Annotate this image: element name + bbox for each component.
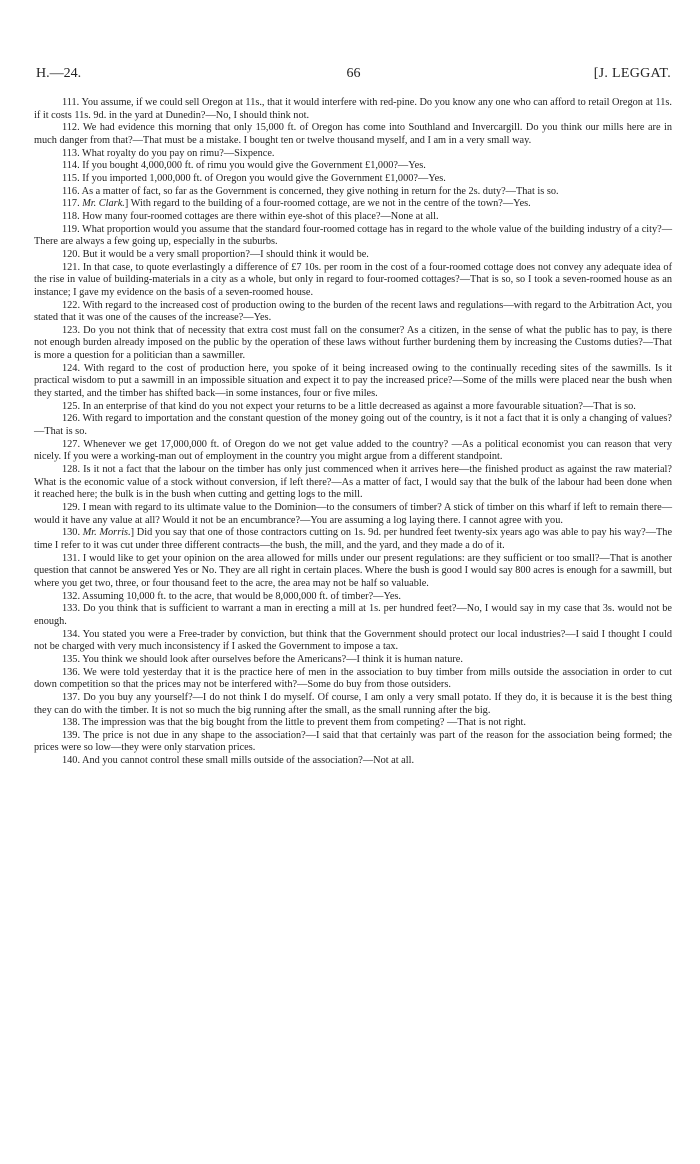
page-header <box>36 66 671 86</box>
paragraph: 131. I would like to get your opinion on the area allowed for mills under our present regulations: are they sufficient or too small?—That is another question that cannot be answered Yes or No. They are all right in certain places. Where the bush is good I would say 800 acres is enough for a sawmill, but where you get two, three, or four thousand feet to the acre, the area may not be half so valuable. <box>34 552 672 589</box>
paragraph: 128. Is it not a fact that the labour on the timber has only just commenced when it arrives here—the finished product as against the raw material? What is the economic value of a stock without conversion, if left there?—As a matter of fact, I would say that the bulk of the labour had been done when it reached here; the bulk is in the bush when cutting and getting logs to the mill. <box>34 464 672 501</box>
paragraph: 127. Whenever we get 17,000,000 ft. of Oregon do we not get value added to the country? —As a political economist you can reason that very nicely. If you were a working-man out of employment in the country you might argue from a different standpoint. <box>34 438 672 463</box>
paragraph: 115. If you imported 1,000,000 ft. of Oregon you would give the Government £1,000?—Yes. <box>62 172 446 184</box>
paragraph: 138. The impression was that the big bought from the little to prevent them from competing? —That is not right. <box>62 717 526 729</box>
speaker-name: Mr. Clark. <box>82 198 125 210</box>
paragraph: 113. What royalty do you pay on rimu?—Sixpence. <box>62 147 275 159</box>
paragraph: 129. I mean with regard to its ultimate value to the Dominion—to the consumers of timber? A stick of timber on this wharf if left to remain there—would it have any value at all? Would it not be an encumbrance?—You are assuming a log laying there. I cannot agree with you. <box>34 502 672 526</box>
paragraph: 126. With regard to importation and the constant question of the money going out of the country, is it not a fact that it is only a changing of values?—That is so. <box>34 413 672 438</box>
paragraph: 119. What proportion would you assume that the standard four-roomed cottage has in regard to the whole value of the building industry of a city?—There are always a few going up, especially in the suburbs. <box>34 223 672 248</box>
paragraph: 136. We were told yesterday that it is the practice here of men in the association to buy timber from mills outside the association in order to cut down competition so that the prices may not be interfered with?—Some do buy from those outsiders. <box>34 666 672 691</box>
paragraph: 123. Do you not think that of necessity that extra cost must fall on the consumer? As a citizen, in the sense of what the public has to pay, is there not enough burden already imposed on the public by the operation of these laws without further burdening them by increasing the Customs duties?—That is more a question for a politician than a sawmiller. <box>34 324 672 362</box>
paragraph: 139. The price is not due in any shape to the association?—I said that that certainly was part of the reason for the association being formed; the prices were so low—they were only starvation prices. <box>34 729 672 754</box>
paragraph: 124. With regard to the cost of production here, you spoke of it being increased owing to the continually receding sites of the sawmills. Is it practical wisdom to put a sawmill in an impossible situation and expect it to pay the increased price?—Some of the mills were placed near the bush when they started, and the timber has shifted back—in some instances, four or five miles. <box>34 362 672 400</box>
page-number: 66 <box>346 66 361 81</box>
speaker-name: Mr. Morris. <box>82 527 131 539</box>
paragraph: 121. In that case, to quote everlastingly a difference of £7 10s. per room in the cost of a four-roomed cottage does not convey any adequate idea of the rise in value of building-materials in a city as a whole, but only in regard to four-roomed cottages?—That is so, so I took a seven-roomed house as an instance; I gave my evidence on the basis of a seven-roomed house. <box>34 261 672 298</box>
paragraph: 111. You assume, if we could sell Oregon at 11s., that it would interfere with red-pine. Do you know any one who can afford to retail Oregon at 11s. if it costs 11s. 9d. in the yard at Dunedin?—No, I should think not. <box>34 97 672 121</box>
paragraph: 130. Mr. Morris.] Did you say that one of those contractors cutting on 1s. 9d. per hundred feet twenty-six years ago was able to pay his way?—The time I refer to it was cut under three different contracts—the bush, the mill, and the yard, and they made a do of it. <box>34 527 673 551</box>
paragraph: 122. With regard to the increased cost of production owing to the burden of the recent laws and regulations—with regard to the Arbitration Act, you stated that it was one of the causes of the increase?—Yes. <box>34 299 672 324</box>
evidence-text <box>34 97 672 768</box>
report-reference: H.—24. <box>36 66 82 81</box>
paragraph: 120. But it would be a very small proportion?—I should think it would be. <box>62 248 369 260</box>
paragraph: 116. As a matter of fact, so far as the Government is concerned, they give nothing in return for the 2s. duty?—That is so. <box>62 185 559 197</box>
paragraph: 125. In an enterprise of that kind do you not expect your returns to be a little decreased as against a more favourable situation?—That is so. <box>62 400 636 412</box>
paragraph: 112. We had evidence this morning that only 15,000 ft. of Oregon has come into Southland and Invercargill. Do you think our mills here are in much danger from that?—That must be a mistake. I bought ten or twelve thousand myself, and I am in a very small way. <box>34 122 672 146</box>
paragraph: 134. You stated you were a Free-trader by conviction, but think that the Government should protect our local industries?—I said I thought I could not be charged with very much inconsistency if I asked the Government to impose a tax. <box>34 628 672 653</box>
paragraph: 140. And you cannot control these small mills outside of the association?—Not at all. <box>62 755 415 767</box>
paragraph: 114. If you bought 4,000,000 ft. of rimu you would give the Government £1,000?—Yes. <box>62 160 426 172</box>
witness-name: [J. LEGGAT. <box>593 66 671 81</box>
paragraph: 133. Do you think that is sufficient to warrant a man in erecting a mill at 1s. per hundred feet?—No, I would say in my case that 3s. would not be enough. <box>34 603 672 627</box>
paragraph: 135. You think we should look after ourselves before the Americans?—I think it is human nature. <box>62 653 463 665</box>
paragraph: 137. Do you buy any yourself?—I do not think I do myself. Of course, I am only a very small potato. If they do, it is because it is the best thing they can do with the timber. It is not so much the big running after the small, as the small running after the big. <box>34 691 672 716</box>
paragraph: 132. Assuming 10,000 ft. to the acre, that would be 8,000,000 ft. of timber?—Yes. <box>62 590 401 602</box>
paragraph: 117. Mr. Clark.] With regard to the building of a four-roomed cottage, are we not in the centre of the town?—Yes. <box>62 198 531 210</box>
paragraph: 118. How many four-roomed cottages are there within eye-shot of this place?—None at all. <box>62 210 439 222</box>
